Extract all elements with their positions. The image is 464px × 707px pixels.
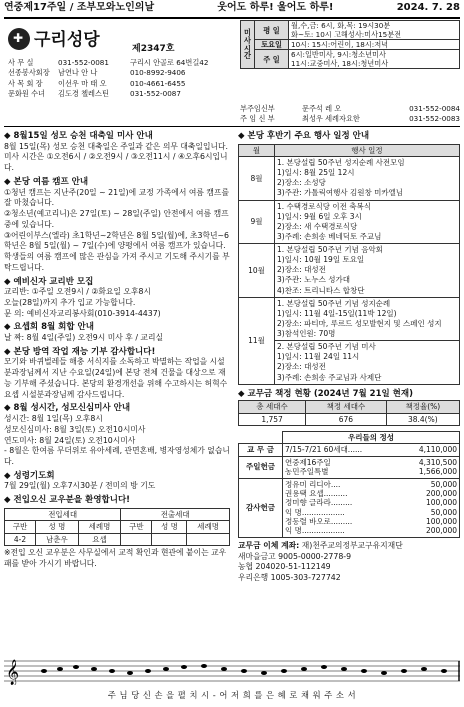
- priest-name: 최성우 세례자요한: [302, 114, 360, 124]
- priest-list: [240, 104, 460, 124]
- welcome-group-header: 전출세대: [121, 508, 230, 520]
- music-notes: [41, 664, 447, 675]
- welcome-table: [4, 508, 230, 546]
- finance-item-label: 정동렬 바오로.........: [285, 517, 353, 526]
- issue-number: 제2347호: [132, 44, 175, 54]
- account-line: 농협 204020-51-112149: [238, 562, 331, 572]
- finance-item-amount: 200,000: [425, 526, 457, 536]
- table-row: [239, 244, 460, 298]
- welcome-cell: 남춘우: [36, 533, 79, 545]
- hymn-lyrics: 주 님 당 신 손 을 펼 치 시 - 어 저 희 를 은 혜 로 채 워 주 소 서: [107, 690, 357, 700]
- notice-body: 성시간: 8월 1일(목) 오후8시 성모신심미사: 8월 3일(토) 오전10시미사 연도미사: 8월 24일(토) 오전10시미사 - 8월은 한여름 무더위로 유아세례, 관면혼배, 병자영성체가 없습니다.: [4, 414, 230, 466]
- finance-item-amount: 4,110,000: [418, 445, 457, 455]
- contact-extra: 031-552-0087: [130, 89, 181, 99]
- notice-body: 8월 15일(목) 성모 승천 대축일은 주일과 같은 의무 대축일입니다. 미사 시간은 ①오전6시 / ②오전9시 / ③오전11시 / ④오후6시입니다.: [4, 141, 229, 173]
- notice-title: ◆ 전입오신 교우분을 환영합니다!: [4, 495, 230, 506]
- welcome-cell: [187, 533, 230, 545]
- welcome-cell: 4-2: [5, 533, 36, 545]
- priest-phone: 031-552-0083: [409, 114, 460, 124]
- welcome-group-header: 전입세대: [5, 508, 121, 520]
- finance-item: [283, 456, 460, 478]
- book-value: 1,757: [239, 413, 306, 425]
- church-header: [4, 20, 234, 124]
- finance-item-label: 권용택 요셉..........: [285, 488, 348, 498]
- header-divider: [4, 126, 460, 127]
- contact-row: [8, 79, 234, 89]
- notice-title: ◆ 예비신자 교리반 모집: [4, 277, 230, 288]
- welcome-col-header: 구반: [121, 521, 152, 533]
- book-value: 38.4(%): [386, 413, 459, 425]
- table-row: [239, 297, 460, 341]
- contact-row: [8, 89, 234, 99]
- account-line: 새마을금고 9005-0000-2778-9: [238, 551, 352, 561]
- finance-item-amount: 100,000: [425, 498, 457, 508]
- welcome-col-header: 성 명: [152, 521, 187, 533]
- contact-row: [8, 58, 234, 68]
- table-row: [239, 456, 460, 478]
- notice-body: 모기와 바퀴벌레들 해충 서식지를 소독하고 박멸하는 작업을 시설분과장님께서 지난 수요일(24일)에 본당 전체 건물을 대상으로 재능 기부해 주셨습니다. 본당의 환경개선을 위해 수고하시는 허혁수 요셉 시설분과장님께 감사드립니다.: [4, 357, 228, 399]
- account-line: 우리은행 1005-303-727742: [238, 573, 341, 582]
- finance-item: [283, 478, 460, 537]
- mass-day: 토요일: [255, 40, 289, 50]
- table-row: [239, 413, 460, 425]
- priest-row: [240, 114, 460, 124]
- welcome-cell: [152, 533, 187, 545]
- book-header: 책정 세대수: [306, 401, 387, 413]
- notice-body: ①청년 캠프는 지난주(20일 ~ 21일)에 교정 가족에서 여름 캠프를 잘 마쳤습니다. ②청소년(예고리니)은 27일(토) ~ 28일(주일) 안전에서 여름 캠프중에 있습니다. ③어린이부스(엘라) 초1학년~2학년은 8월 5일(월)에, 초3학년~6학년은 8월 5일(월) ~ 7일(수)에 양평에서 여름 캠프가 있습니다. 학생들의 여름 캠프에 많은 관심을 가져 주시고 기도해 주시기를 부탁드립니다.: [4, 187, 230, 272]
- notice-body: 날 짜: 8월 4일(주일) 오전9시 미사 후 / 교리실: [4, 333, 164, 342]
- schedule-event: 1. 수택경로식당 이전 축복식 1)일시: 9월 6일 오후 3시 2)장소: 새 수택경로식당 3)주례: 손희송 베네딕토 주교님: [275, 200, 460, 244]
- book-header: 총 세대수: [239, 401, 306, 413]
- schedule-event: 2. 본당설립 50주년 기념 미사 1)일시: 11월 24일 11시 2)장소: 대성전 3)주례: 손희송 주교님과 사제단: [275, 341, 460, 385]
- finance-item-label: 정유미 리디아....: [285, 479, 341, 489]
- notice-title: ◆ 8월15일 성모 승천 대축일 미사 안내: [4, 131, 230, 142]
- contact-extra: 구리시 안골로 64번길42: [130, 58, 209, 67]
- contact-extra: 010-8992-9406: [130, 68, 186, 78]
- contact-role: 사 무 실: [8, 58, 34, 67]
- finance-category: 감사헌금: [239, 478, 283, 537]
- issue-date: 2024. 7. 28: [396, 2, 460, 13]
- priest-row: [240, 104, 460, 114]
- contact-value: 남연나 안 나: [58, 68, 98, 78]
- schedule-title: ◆ 본당 후반기 주요 행사 일정 안내: [238, 131, 460, 142]
- mass-time-text: 10시: 15시:어린이, 18시:저녁: [289, 40, 460, 50]
- masthead-rule: [4, 17, 460, 19]
- contact-value: 031-552-0081: [58, 58, 109, 67]
- schedule-month: 9월: [239, 200, 275, 244]
- mass-day: 평 일: [255, 21, 289, 40]
- contact-value: 김도경 첼레스틴: [58, 89, 109, 99]
- schedule-header: 행사 일정: [275, 144, 460, 156]
- account-info: [238, 541, 460, 584]
- notice-title: ◆ 본당 방역 작업 재능 기부 감사합니다!: [4, 347, 230, 358]
- welcome-col-header: 세례명: [78, 521, 121, 533]
- table-row: [239, 444, 460, 456]
- finance-item-label: 익 명..................: [285, 507, 345, 517]
- finance-item-amount: 1,566,000: [418, 467, 457, 477]
- finance-item-amount: 100,000: [425, 517, 457, 526]
- book-title: ◆ 교무금 책정 현황 (2024년 7월 21일 현재): [238, 389, 460, 400]
- finance-item-label: 익 명..................: [285, 526, 345, 536]
- schedule-table: [238, 144, 460, 385]
- finance-item-amount: 50,000: [430, 507, 457, 517]
- welcome-col-header: 구반: [5, 521, 36, 533]
- contact-value: 이선우 마 태 오: [58, 78, 107, 88]
- notice-title: ◆ 본당 여름 캠프 안내: [4, 177, 230, 188]
- church-name: 구리성당: [34, 30, 100, 50]
- finance-item: [283, 444, 460, 456]
- finance-item-label: 연중제16주일: [285, 457, 331, 467]
- finance-category: 교 무 금: [239, 444, 283, 456]
- account-holder: 재)천주교의정부교구유지재단: [301, 540, 403, 550]
- priest-role: 부주임신부: [240, 104, 275, 113]
- book-table: [238, 400, 460, 426]
- notice-title: ◆ 성령기도회: [4, 471, 230, 482]
- book-header: 책정율(%): [386, 401, 459, 413]
- table-row: [5, 533, 230, 545]
- notice-title: ◆ 8월 성시간, 성모신심미사 안내: [4, 403, 230, 414]
- welcome-col-header: 세례명: [187, 521, 230, 533]
- welcome-cell: [121, 533, 152, 545]
- finance-title: 우리들의 정성: [283, 432, 460, 444]
- finance-item-amount: 4,310,500: [418, 457, 457, 467]
- account-title: 교무금 이체 계좌:: [238, 540, 300, 550]
- schedule-month: 10월: [239, 244, 275, 298]
- finance-table: [238, 431, 460, 538]
- mass-times-table: [240, 20, 460, 69]
- church-logo-icon: [8, 28, 30, 50]
- masthead: [4, 2, 460, 16]
- contact-row: [8, 68, 234, 78]
- priest-name: 문주석 레 오: [302, 104, 342, 113]
- table-row: [239, 478, 460, 537]
- week-label: 연중제17주일 / 조부모와노인의날: [4, 2, 155, 13]
- schedule-month: 8월: [239, 157, 275, 201]
- table-row: [239, 200, 460, 244]
- contact-list: [8, 58, 234, 100]
- schedule-month: 11월: [239, 297, 275, 384]
- welcome-cell: 요셉: [78, 533, 121, 545]
- notice-body: 7월 29일(월) 오후7시30분 / 전미의 방 기도: [4, 481, 156, 491]
- finance-item-amount: 200,000: [425, 488, 457, 498]
- music-staff: [4, 655, 460, 685]
- finance-item-label: 7/15-7/21 60세대......: [285, 445, 363, 455]
- schedule-event: 1. 본당설립 50주년 성지순례 사전모임 1)일시: 8월 25일 12시 2)장소: 소성당 3)주관: 가톨릭여행사 김원창 미카엘님: [275, 157, 460, 201]
- contact-extra: 010-4661-6455: [130, 78, 186, 88]
- contact-role: 문화원 수녀: [8, 89, 46, 99]
- table-row: [239, 157, 460, 201]
- mass-time-text: 월,수,금: 6시, 화,목: 19시30분 화~토: 10시 고해성사:미사15분전: [289, 21, 460, 40]
- mass-day: 주 일: [255, 50, 289, 69]
- schedule-header: 월: [239, 144, 275, 156]
- treble-clef-icon: 𝄞: [6, 660, 20, 685]
- notices-column: [4, 128, 230, 569]
- welcome-note: ※전입 오신 교우분은 사무실에서 교적 확인과 현관에 붙이는 교우패를 받아 가시기 바랍니다.: [4, 547, 227, 568]
- finance-category: 주일헌금: [239, 456, 283, 478]
- priest-role: 주 임 신 부: [240, 114, 275, 124]
- mass-time-text: 6시:일반미사, 9시:청소년미사 11시:교중미사, 18시:청년미사: [289, 50, 460, 69]
- mass-side-label: 미사시간: [241, 21, 255, 69]
- notice-title: ◆ 요셉회 8월 회합 안내: [4, 322, 230, 333]
- welcome-col-header: 성 명: [36, 521, 79, 533]
- motto: 웃어도 하루! 울어도 하루!: [217, 2, 334, 13]
- contact-role: 사 목 회 장: [8, 78, 43, 88]
- finance-item-label: 농민주일특별: [285, 467, 329, 477]
- notice-body: 교리반: ①주일 오전9시 / ②화요일 오후8시 오늘(28일)까지 추가 입교 가능합니다. 문 의: 예비신자교리봉사회(010-3914-4437): [4, 287, 161, 318]
- schedule-event: 1. 본당설립 50주년 기념 성지순례 1)일시: 11월 4일-15일(11박 12일) 2)장소: 파티마, 루르드 성모발현지 및 스페인 성지 3)참석인원: 70명: [275, 297, 460, 341]
- finance-item-amount: 50,000: [430, 479, 457, 489]
- right-column: [238, 128, 460, 584]
- finance-item-label: 정미향 글라라.........: [285, 498, 353, 508]
- schedule-event: 1. 본당설립 50주년 기념 음악회 1)일시: 10월 19일 토요일 2)장소: 대성전 3)주관: 노누스 성가대 4)찬조: 트리니타스 합창단: [275, 244, 460, 298]
- contact-role: 선종봉사회장: [8, 68, 50, 78]
- priest-phone: 031-552-0084: [409, 104, 460, 113]
- book-value: 676: [306, 413, 387, 425]
